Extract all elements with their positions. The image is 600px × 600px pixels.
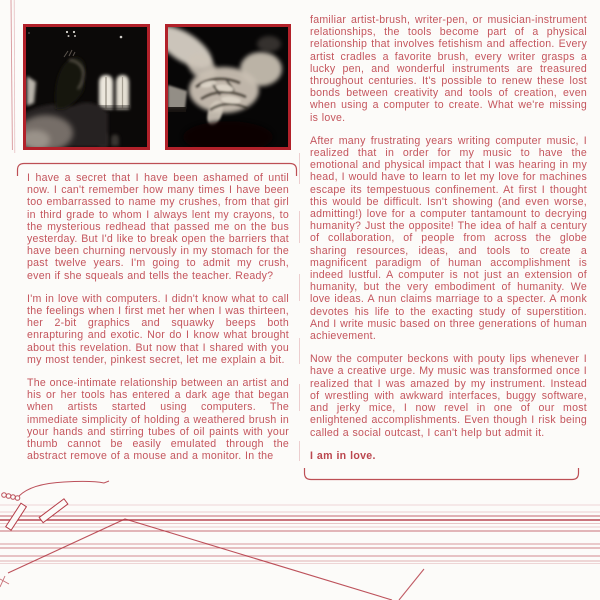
left-margin-hairlines bbox=[0, 0, 24, 160]
tilted-note-blocks bbox=[6, 499, 68, 530]
tent-diagonal bbox=[8, 519, 392, 600]
graphic-score-decoration bbox=[0, 475, 600, 600]
left-column bbox=[27, 172, 289, 473]
clasped-hands-photo bbox=[165, 24, 291, 150]
stave-lines bbox=[0, 505, 600, 564]
left-paragraph-1: I have a secret that I have been ashamed of until now. I can't remember how many times I have been too embarrassed to name my crushes, from that girl in third grade to whom I always lent my crayons, to the mysterious redhead that passed me on the bus yesterday. But I'd like to break open the barriers that have been churning nervously in my stomach for the past twelve years. I'm going to admit my crush, even if she squeals and tells the teacher. Ready? bbox=[27, 172, 289, 282]
right-paragraph-3: Now the computer beckons with pouty lips whenever I have a creative urge. My music was transformed once I realized that I was amazed by my instrument. Instead of wrestling with awkward interfaces, buggy software, and jerky mice, I now revel in one of our most enlightened accomplishments. Even though I risk being called a social outcast, I can't help but admit it. bbox=[310, 353, 587, 439]
coil-flourish bbox=[2, 481, 109, 500]
left-paragraph-3: The once-intimate relationship between an artist and his or her tools has entered a dark age that began when artists started using computers. The immediate simplicity of holding a weathered brush in your hands and stirring tubes of oil paints with your thumb cannot be easily emulated through the abstract remove of a mouse and a monitor. In the bbox=[27, 377, 289, 463]
closing-line: I am in love. bbox=[310, 449, 376, 462]
edge-x-mark bbox=[0, 576, 9, 587]
short-diagonal bbox=[399, 569, 424, 600]
column-divider-dashes bbox=[296, 150, 304, 470]
man-profile-photo-image bbox=[26, 27, 147, 147]
right-paragraph-1: familiar artist-brush, writer-pen, or musician-instrument relationships, the tools become part of a physical relationship that involves fetishism and affection. Every artist cradles a favorite brush, every writer grasps a lucky pen, and wonderful instruments are treasured throughout centuries. It's possible to renew these lost bonds between creativity and tools of creation, even when using a computer to create. What we're missing is love. bbox=[310, 14, 587, 124]
left-paragraph-2: I'm in love with computers. I didn't know what to call the feelings when I first met her when I was thirteen, her 2-bit graphics and squawky beeps both enrapturing and exotic. Nor do I know what brought about this revelation. But now that I shared with you my most tender, pinkest secret, let me explain a bit. bbox=[27, 292, 289, 366]
man-profile-photo bbox=[23, 24, 150, 150]
clasped-hands-photo-image bbox=[168, 27, 288, 147]
right-column bbox=[310, 14, 587, 473]
right-paragraph-2: After many frustrating years writing computer music, I realized that in order for my music to have the emotional and physical impact that I was hearing in my head, I would have to learn to let my love for machines escape its tempestuous confinement. At first I thought this would be difficult. Isn't showing (and even worse, admitting!) love for a computer tantamount to decrying humanity? Just the opposite! The idea of half a century of collaboration, of people from across the globe sharing resources, ideas, and tools to create a magnificent paradigm of human accomplishment is indeed lustful. A computer is not just an extension of humanity, but the very embodiment of humanity. We love ideas. A nun claims marriage to a specter. A monk devotes his life to the exacting study of superstition. And I write music based on three generations of human achievement. bbox=[310, 134, 587, 343]
